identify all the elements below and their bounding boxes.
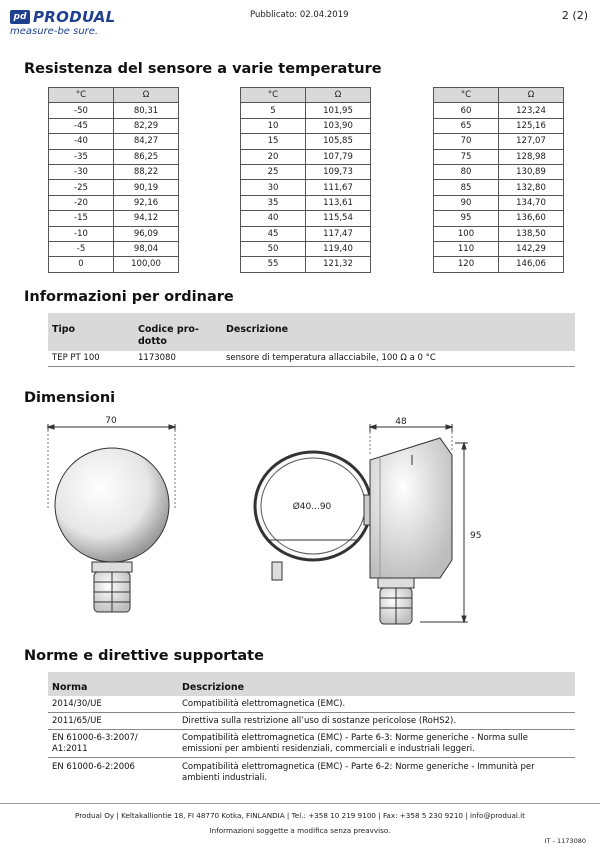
doc-code: IT - 1173080 [544,837,586,845]
norm-descr: Compatibilità elettromagnetica (EMC). [182,699,346,709]
table-row [49,226,179,241]
norm-descr: Direttiva sulla restrizione all’uso di sostanze pericolose (RoHS2). [182,716,457,726]
tagline: measure-be sure. [10,26,99,37]
ohm-cell: 115,54 [306,211,371,226]
table-row [434,257,564,272]
col-codice-2: dotto [138,336,167,347]
table-row [434,211,564,226]
height-label: 95 [470,531,482,541]
table-row [241,241,371,256]
ohm-cell: 109,73 [306,164,371,179]
table-row [49,211,179,226]
norm-rule [48,729,575,730]
norm-rule [48,757,575,758]
table-row [49,195,179,210]
table-row [241,118,371,133]
order-descr: sensore di temperatura allacciabile, 100 Ω a 0 °C [226,353,436,363]
ohm-cell: 113,61 [306,195,371,210]
ohm-cell: 134,70 [499,195,564,210]
temp-cell: 70 [434,134,499,149]
temp-cell: 25 [241,164,306,179]
front-view [48,424,175,612]
ordering-rule [48,366,575,367]
temp-cell: 0 [49,257,114,272]
table-row [434,134,564,149]
footer-note: Informazioni soggette a modifica senza preavviso. [209,826,391,835]
col-tipo: Tipo [52,324,76,335]
dimension-drawing [0,410,600,635]
ohm-cell: 127,07 [499,134,564,149]
ohm-cell: 103,90 [306,118,371,133]
norm-code: 2014/30/UE [52,699,102,709]
ohm-cell: 142,29 [499,241,564,256]
table-row [241,149,371,164]
logo-text: PRODUAL [33,8,116,26]
table-row [434,118,564,133]
norms-header [48,672,575,696]
table-row [434,103,564,118]
ohm-cell: 84,27 [114,134,179,149]
col-norma: Norma [52,682,88,693]
table-row [241,257,371,272]
ohm-cell: 125,16 [499,118,564,133]
norm-rule [48,712,575,713]
ohm-cell: 123,24 [499,103,564,118]
table-row [49,180,179,195]
table-row [434,164,564,179]
ohm-cell: 101,95 [306,103,371,118]
ohm-cell: 138,50 [499,226,564,241]
temp-cell: -10 [49,226,114,241]
temp-cell: 40 [241,211,306,226]
table-row [49,164,179,179]
table-row [241,134,371,149]
ohm-cell: 92,16 [114,195,179,210]
order-tipo: TEP PT 100 [52,353,100,363]
temp-cell: -40 [49,134,114,149]
temp-cell: 75 [434,149,499,164]
logo-mark: pd [10,10,30,24]
temp-cell: 45 [241,226,306,241]
temp-cell: 110 [434,241,499,256]
ohm-cell: 90,19 [114,180,179,195]
table-row [241,103,371,118]
ohm-cell: 121,32 [306,257,371,272]
norm-code: A1:2011 [52,744,88,754]
temp-cell: 10 [241,118,306,133]
col-temp: °C [241,88,306,103]
temp-cell: -30 [49,164,114,179]
norm-descr: Compatibilità elettromagnetica (EMC) - Parte 6-2: Norme generiche - Immunità per [182,762,535,772]
ohm-cell: 100,00 [114,257,179,272]
table-row [434,195,564,210]
ohm-cell: 119,40 [306,241,371,256]
ohm-cell: 98,04 [114,241,179,256]
temp-cell: -50 [49,103,114,118]
ohm-cell: 132,80 [499,180,564,195]
ohm-cell: 82,29 [114,118,179,133]
resistance-table-2 [240,87,371,273]
table-row [434,226,564,241]
ohm-cell: 88,22 [114,164,179,179]
table-row [49,118,179,133]
ohm-cell: 130,89 [499,164,564,179]
temp-cell: 100 [434,226,499,241]
temp-cell: 15 [241,134,306,149]
col-codice-1: Codice pro- [138,324,199,335]
side-view [255,424,468,624]
table-row [49,134,179,149]
pipe-label: Ø40...90 [292,502,332,512]
ohm-cell: 107,79 [306,149,371,164]
ordering-title: Informazioni per ordinare [24,289,234,305]
temp-cell: -45 [49,118,114,133]
ohm-cell: 80,31 [114,103,179,118]
temp-cell: -25 [49,180,114,195]
col-ohm: Ω [306,88,371,103]
temp-cell: 60 [434,103,499,118]
table-row [434,241,564,256]
ohm-cell: 94,12 [114,211,179,226]
col-ohm: Ω [114,88,179,103]
norm-code: EN 61000-6-3:2007/ [52,733,138,743]
temp-cell: 35 [241,195,306,210]
ohm-cell: 146,06 [499,257,564,272]
norm-descr: emissioni per ambienti residenziali, commerciali e industriali leggeri. [182,744,475,754]
temp-cell: 5 [241,103,306,118]
col-temp: °C [434,88,499,103]
temp-cell: -5 [49,241,114,256]
temp-cell: -35 [49,149,114,164]
norms-title: Norme e direttive supportate [24,648,264,664]
col-ohm: Ω [499,88,564,103]
temp-cell: 30 [241,180,306,195]
order-codice: 1173080 [138,353,176,363]
temp-cell: 65 [434,118,499,133]
page-number: 2 (2) [561,9,588,22]
table-row [434,149,564,164]
table-row [241,226,371,241]
temp-cell: -20 [49,195,114,210]
table-row [49,149,179,164]
temp-cell: 85 [434,180,499,195]
resistance-table-1 [48,87,179,273]
table-row [434,180,564,195]
table-row [241,164,371,179]
temp-cell: 20 [241,149,306,164]
ohm-cell: 105,85 [306,134,371,149]
col-descrizione: Descrizione [226,324,289,335]
footer-line [0,803,600,804]
ohm-cell: 86,25 [114,149,179,164]
ohm-cell: 96,09 [114,226,179,241]
temp-cell: 95 [434,211,499,226]
resistance-title: Resistenza del sensore a varie temperature [24,61,382,77]
ohm-cell: 111,67 [306,180,371,195]
depth-label: 48 [395,417,407,427]
ohm-cell: 128,98 [499,149,564,164]
table-row [241,211,371,226]
norm-code: 2011/65/UE [52,716,102,726]
ohm-cell: 136,60 [499,211,564,226]
norm-descr: ambienti industriali. [182,773,268,783]
footer-contact: Produal Oy | Keltakalliontie 18, FI 48770 Kotka, FINLANDIA | Tel.: +358 10 219 9100 | Fax: +358 5 230 9210 | info@produal.it [74,811,526,820]
temp-cell: 55 [241,257,306,272]
norm-descr: Compatibilità elettromagnetica (EMC) - Parte 6-3: Norme generiche - Norma sulle [182,733,528,743]
table-row [49,241,179,256]
table-row [49,257,179,272]
published-date: Pubblicato: 02.04.2019 [250,10,349,20]
width-label: 70 [105,416,117,426]
temp-cell: 50 [241,241,306,256]
col-temp: °C [49,88,114,103]
temp-cell: 80 [434,164,499,179]
temp-cell: 120 [434,257,499,272]
temp-cell: 90 [434,195,499,210]
dimensions-title: Dimensioni [24,390,116,406]
resistance-table-3 [433,87,564,273]
table-row [241,180,371,195]
temp-cell: -15 [49,211,114,226]
ohm-cell: 117,47 [306,226,371,241]
col-descrizione: Descrizione [182,682,245,693]
norm-code: EN 61000-6-2:2006 [52,762,135,772]
table-row [241,195,371,210]
table-row [49,103,179,118]
ordering-header [48,313,575,351]
